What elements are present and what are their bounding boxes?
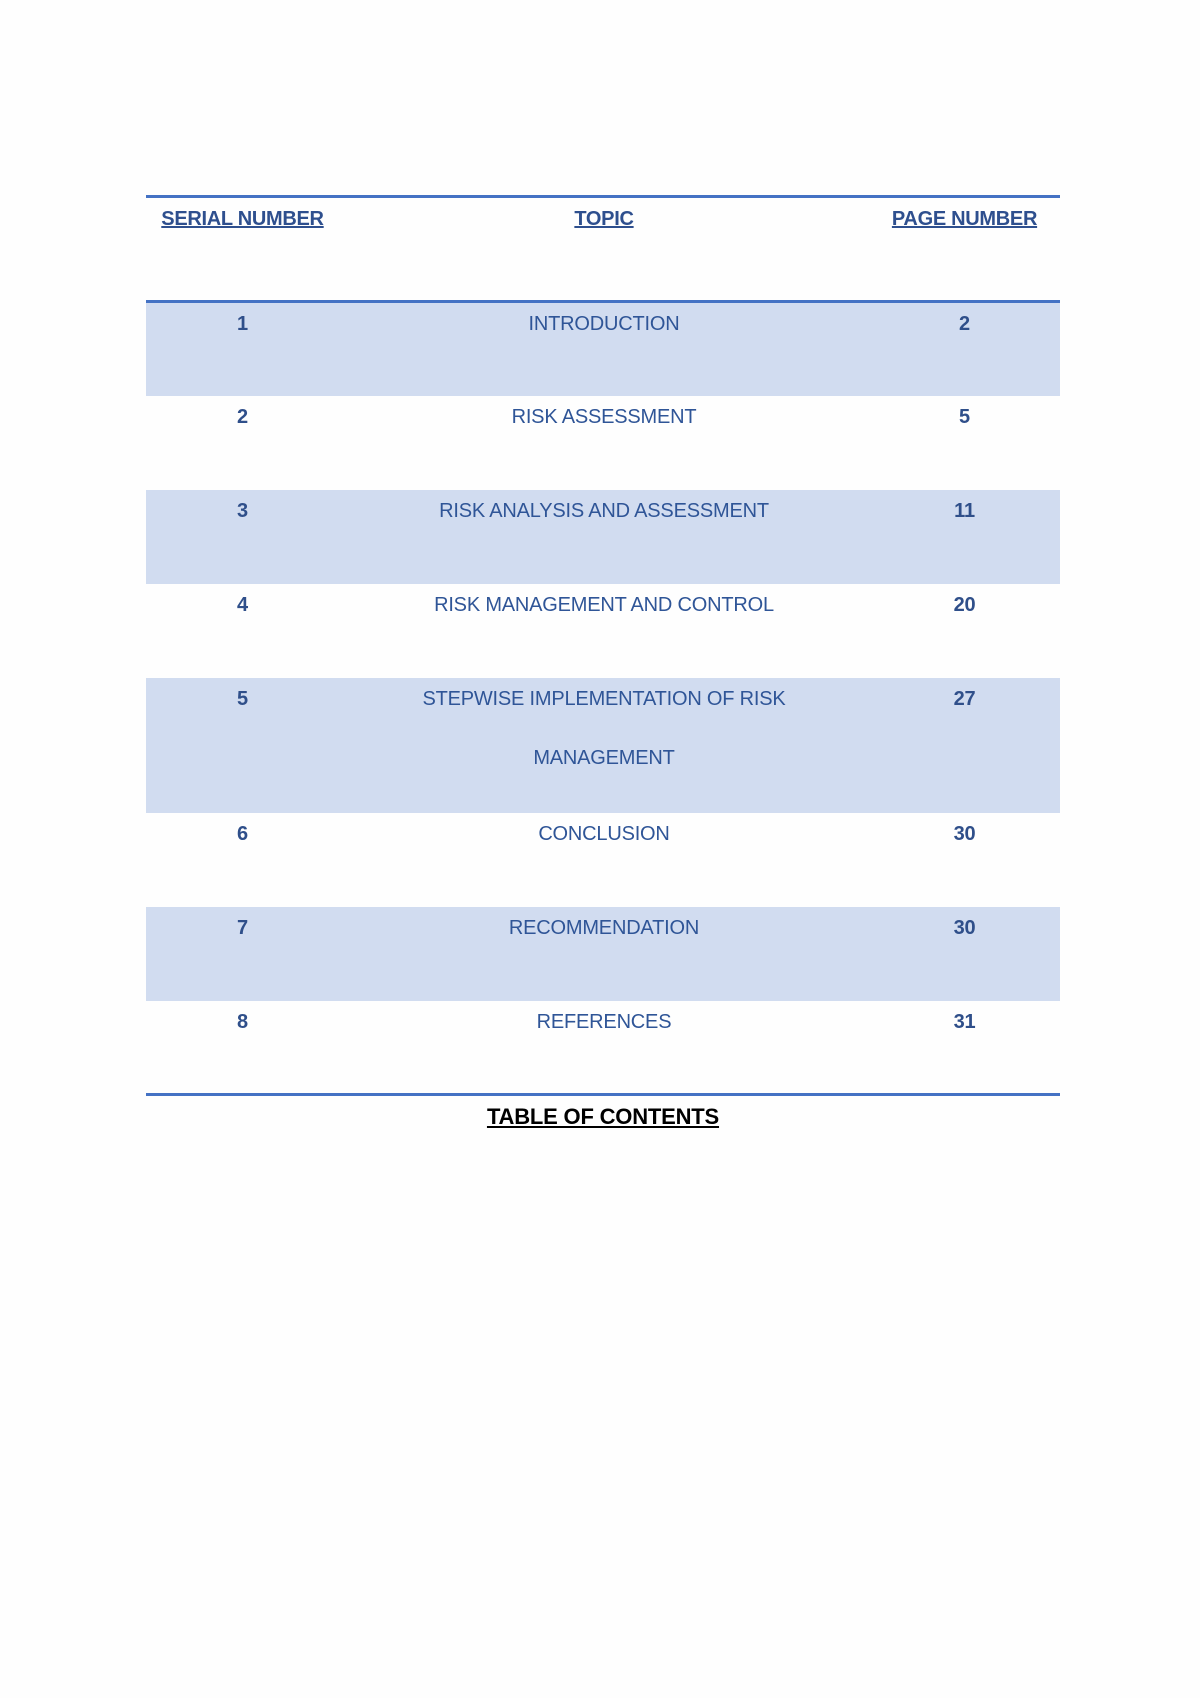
topic-cell: RISK ANALYSIS AND ASSESSMENT	[339, 490, 869, 584]
page-number-cell: 27	[869, 678, 1060, 813]
table-row	[146, 396, 1060, 490]
page-number-cell: 20	[953, 593, 976, 616]
header-serial-number: SERIAL NUMBER	[146, 197, 339, 302]
header-page-number: PAGE NUMBER	[869, 197, 1060, 302]
page-number-cell: 30	[953, 822, 976, 845]
table-header-row	[146, 197, 1060, 302]
serial-number-cell: 5	[146, 678, 339, 813]
table-caption: TABLE OF CONTENTS	[486, 1104, 720, 1129]
header-topic: TOPIC	[339, 197, 869, 302]
table-row	[146, 584, 1060, 678]
topic-cell: REFERENCES	[536, 1010, 672, 1033]
page-number-cell: 11	[869, 490, 1060, 584]
table-row	[146, 490, 1060, 584]
table-row	[146, 302, 1060, 396]
page-number-cell: 2	[869, 302, 1060, 396]
serial-number-cell: 1	[146, 302, 339, 396]
page-number-cell: 31	[953, 1010, 976, 1033]
table-row	[146, 1001, 1060, 1095]
topic-cell	[339, 678, 869, 813]
topic-cell: RECOMMENDATION	[339, 907, 869, 1001]
serial-number-cell: 3	[146, 490, 339, 584]
topic-cell: RISK ASSESSMENT	[511, 405, 697, 428]
topic-line-1: STEPWISE IMPLEMENTATION OF RISK	[422, 687, 786, 710]
topic-line-2: MANAGEMENT	[533, 746, 675, 769]
table-row	[146, 907, 1060, 1001]
page-number-cell: 5	[959, 405, 970, 428]
serial-number-cell: 4	[237, 593, 248, 616]
table-of-contents	[146, 195, 1060, 1096]
serial-number-cell: 6	[237, 822, 248, 845]
topic-cell: CONCLUSION	[538, 822, 670, 845]
page-number-cell: 30	[869, 907, 1060, 1001]
table-row	[146, 678, 1060, 813]
serial-number-cell: 8	[237, 1010, 248, 1033]
topic-cell: INTRODUCTION	[339, 302, 869, 396]
serial-number-cell: 7	[146, 907, 339, 1001]
topic-cell: RISK MANAGEMENT AND CONTROL	[434, 593, 774, 616]
table-row	[146, 813, 1060, 907]
serial-number-cell: 2	[237, 405, 248, 428]
